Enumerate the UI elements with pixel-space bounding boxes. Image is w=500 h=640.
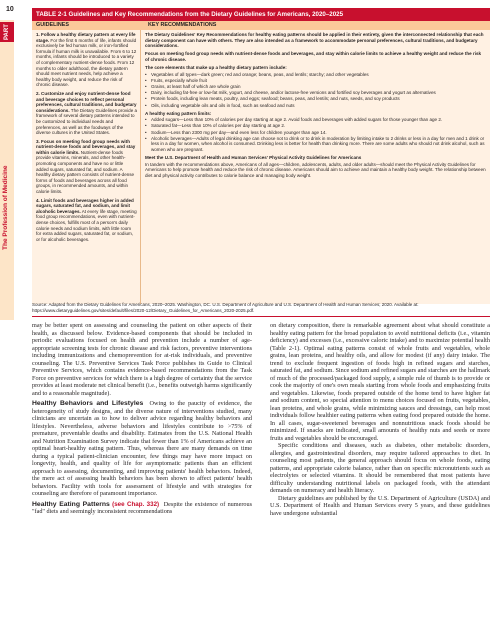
list-item: • Fruits, especially whole fruit: [145, 78, 486, 84]
limits-list: [145, 117, 486, 152]
section-heading: Healthy Behaviors and Lifestyles: [32, 400, 144, 407]
guideline-text: The Dietary Guidelines provide a framework of several dietary patterns intended to be customized to individual needs and preferences, as well as the foodways of the diverse cultures in the United States.: [36, 107, 138, 136]
guideline-title: 2. Customize and enjoy nutrient-dense food and beverage choices to reflect personal preferences, cultural traditions, and budgetary considerations.: [36, 90, 137, 113]
paragraph: Owing to the paucity of evidence, the heterogeneity of study designs, and the diverse nature of interventions studied, many clinicians are uncertain as to how to deliver advice regarding healthy behaviors and lifestyles. Nevertheless, adverse behaviors and lifestyles contribute to >75% of premature, preventable deaths and disability. Estimates from the U.S. National Health and Nutrition Examination Survey indicate that fewer than 1% of Americans achieve an optimal heart-healthy eating pattern. Thus, whereas there are many demands on time during a typical patient-clinician encounter, few things may have more impact on longevity, health, and quality of life for asymptomatic patients than an efficient approach to assessing, documenting, and improving patients' health behaviors. Indeed, the mere act of assessing health behaviors has been shown to affect patients' health behaviors. Facility with tools for assessment of lifestyle and with strategies for counseling are therefore of paramount importance.: [32, 400, 252, 497]
part-label: PART 1: [0, 22, 14, 42]
paragraph: on dietary composition, there is remarkable agreement about what should constitute a healthy eating pattern for the broad population to avoid nutritional deficits (i.e., vitamin deficiency) and excesses (i.e., excessive caloric intake) and to maximize potential health (Table 2-1). Optimal eating patterns consist of whole fruits and vegetables, whole grains, lean proteins, and healthy oils, and allow for modest (if any) dairy intake. The trend to exclude frequent ingestion of foods high in refined sugars and starches, saturated fat, and sodium. Since sodium and refined sugars and starches are the hallmark of much of the processed/packaged food supply, a simple rule of thumb is to provide or cook the majority of one's own meals starting from whole foods and emphasizing fruits and vegetables. Likewise, foods prepared outside of the home tend to have higher fat and sodium content, so special attention to menu choices focused on fruits, vegetables, lean proteins, and whole grains, while minimizing sauces and dressings, can help most individuals follow healthier eating patterns when eating food prepared outside the home. In all cases, sugar-sweetened beverages and nonnutritious snack foods should be minimized. If snacks are indicated, small amounts of healthy nuts and seeds or more fruits and vegetables should be encouraged.: [270, 322, 490, 442]
guideline-title: 1. Follow a healthy dietary pattern at every life stage.: [36, 32, 136, 43]
core-elements-heading: The core elements that make up a healthy dietary pattern include:: [145, 64, 287, 70]
body-column-left: [32, 322, 252, 634]
paragraph: Dietary guidelines are published by the U.S. Department of Agriculture (USDA) and U.S. Department of Health and Human Services every 5 years, and these guidelines have undergone substantial: [270, 494, 490, 517]
list-item: • Added sugars—Less than 10% of calories per day starting at age 2. Avoid foods and beverages with added sugars for those younger than age 2.: [145, 117, 486, 123]
guideline-text: Nutrient-dense foods provide vitamins, minerals, and other health-promoting components and have no or little added sugars, saturated fat, and sodium. A healthy dietary pattern consists of nutrient-dense forms of foods and beverages across all food groups, in recommended amounts, and within calorie limits.: [36, 149, 135, 195]
list-item: • Saturated fat—Less than 10% of calories per day starting at age 2.: [145, 123, 486, 129]
guideline-item: [36, 91, 137, 136]
recommendations-column: [140, 30, 490, 304]
list-item: • Protein foods, including lean meats, poultry, and eggs; seafood; beans, peas, and lentils; and nuts, seeds, and soy products: [145, 96, 486, 102]
guideline-text: At every life stage, meeting food group recommendations, even with nutrient-dense choices, fulfills most of a person's daily calorie needs and sodium limits, with little room for extra added sugars, saturated fat, or sodium, or for alcoholic beverages.: [36, 208, 137, 242]
core-elements-list: [145, 72, 486, 109]
limits-heading: A healthy eating pattern limits:: [145, 110, 212, 116]
paragraph: Specific conditions and diseases, such as diabetes, other metabolic disorders, allergies, and gastrointestinal disorders, may require tailored approaches to diet. In counseling most patients, the general approach should focus on whole foods, eating patterns, and appropriate calorie balance, rather than on specific micronutrients such as electrolytes or selected vitamins. It should be remembered that most patients have difficulty understanding nutritional labels on packaged foods, with the attendant demands on numeracy and health literacy.: [270, 442, 490, 494]
page-number: 10: [6, 6, 14, 13]
table-header: [32, 21, 490, 30]
list-item: • Oils, including vegetable oils and oils in food, such as seafood and nuts: [145, 103, 486, 109]
recommendations-intro: The Dietary Guidelines' Key Recommendations for healthy eating patterns should be applied in their entirety, given the interconnected relationship that each dietary component can have with others. They are also intended as a framework to accommodate personal preferences, cultural traditions, and budgetary considerations.: [145, 32, 484, 49]
guideline-text: For the first 6 months of life, infants should exclusively be fed human milk, or iron-fortified formula if human milk is unavailable. From 6 to 12 months, infants should be introduced to a variety of complementary nutrient-dense foods. From 12 months to older adulthood, the dietary pattern should meet nutrient needs, help achieve a healthy body weight, and reduce the risk of chronic disease.: [36, 37, 137, 88]
guideline-title: 3. Focus on meeting food group needs with nutrient-dense foods and beverages, and stay within calorie limits.: [36, 138, 136, 155]
section-heading: Healthy Eating Patterns: [32, 500, 110, 508]
recommendations-focus: Focus on meeting food group needs with nutrient-dense foods and beverages, and stay within calorie limits to achieve a healthy weight and reduce the risk of chronic disease.: [145, 51, 482, 62]
activity-heading: Meet the U.S. Department of Health and Human Services' Physical Activity Guidelines for Americans: [145, 155, 362, 161]
guideline-item: [36, 198, 137, 243]
guidelines-column: [32, 30, 140, 304]
table-source-note: Source: Adapted from the Dietary Guidelines for Americans, 2020–2025. Washington, DC. U.S. Department of Agriculture and U.S. Department of Health and Human Services; 2020. Available at: https://www.dietaryguidelines.gov/sites/default/files/2020-12/Dietary_Guidelines_for_Americans_2020-2025.pdf.: [32, 302, 490, 317]
section-title: The Profession of Medicine: [2, 165, 9, 250]
activity-text: In tandem with the recommendations above, Americans of all ages—children, adolescents, adults, and older adults—should meet the Physical Activity Guidelines for Americans to help promote health and reduce the risk of chronic disease. Americans should aim to achieve and maintain a healthy body weight. The relationship between diet and physical activity contributes to calorie balance and managing body weight.: [145, 161, 486, 178]
guidelines-table: [32, 8, 490, 304]
column-header-recommendations: KEY RECOMMENDATIONS: [148, 22, 217, 28]
body-text: [32, 322, 490, 634]
chapter-reference-link[interactable]: (see Chap. 332): [112, 500, 160, 508]
guideline-item: [36, 139, 137, 195]
guideline-title: 4. Limit foods and beverages higher in added sugars, saturated fat, and sodium, and limit alcoholic beverages.: [36, 197, 134, 214]
table-title: TABLE 2-1 Guidelines and Key Recommendations from the Dietary Guidelines for Americans, 2020–2025: [32, 8, 490, 21]
guideline-item: [36, 32, 137, 88]
list-item: • Vegetables of all types—dark green; red and orange; beans, peas, and lentils; starchy; and other vegetables: [145, 72, 486, 78]
list-item: • Sodium—Less than 2300 mg per day—and even less for children younger than age 14.: [145, 130, 486, 136]
list-item: • Dairy, including fat-free or low-fat milk, yogurt, and cheese, and/or lactose-free versions and fortified soy beverages and yogurt as alternatives: [145, 90, 486, 96]
paragraph: Despite the existence of numerous "fad" diets and seemingly inconsistent recommendations: [32, 500, 252, 515]
paragraph: may be better spent on assessing and counseling the patient on other aspects of their health, as discussed below. Evidence-based components that should be included in periodic evaluations focused on health and prevention include a number of age-appropriate screening tests for chronic disease and risk factors, preventive interventions including immunizations and chemoprevention for at-risk individuals, and preventive counseling. The U.S. Preventive Services Task Force publishes its Guide to Clinical Preventive Services, which contains evidence-based recommendations from the Task Force on preventive services for which there is a high degree of certainty that the service provides at least moderate net clinical benefit (i.e., benefits outweigh harms significantly and to a reasonable magnitude).: [32, 322, 252, 397]
list-item: • Alcoholic beverages—Adults of legal drinking age can choose not to drink or to drink in moderation by limiting intake to 2 drinks or less in a day for men and 1 drink or less in a day for women, when alcohol is consumed. Drinking less is better for health than drinking more. There are some adults who should not drink alcohol, such as women who are pregnant.: [145, 136, 486, 153]
table-body: [32, 30, 490, 304]
body-column-right: [270, 322, 490, 634]
column-header-guidelines: GUIDELINES: [36, 22, 69, 28]
list-item: • Grains, at least half of which are whole grain: [145, 84, 486, 90]
